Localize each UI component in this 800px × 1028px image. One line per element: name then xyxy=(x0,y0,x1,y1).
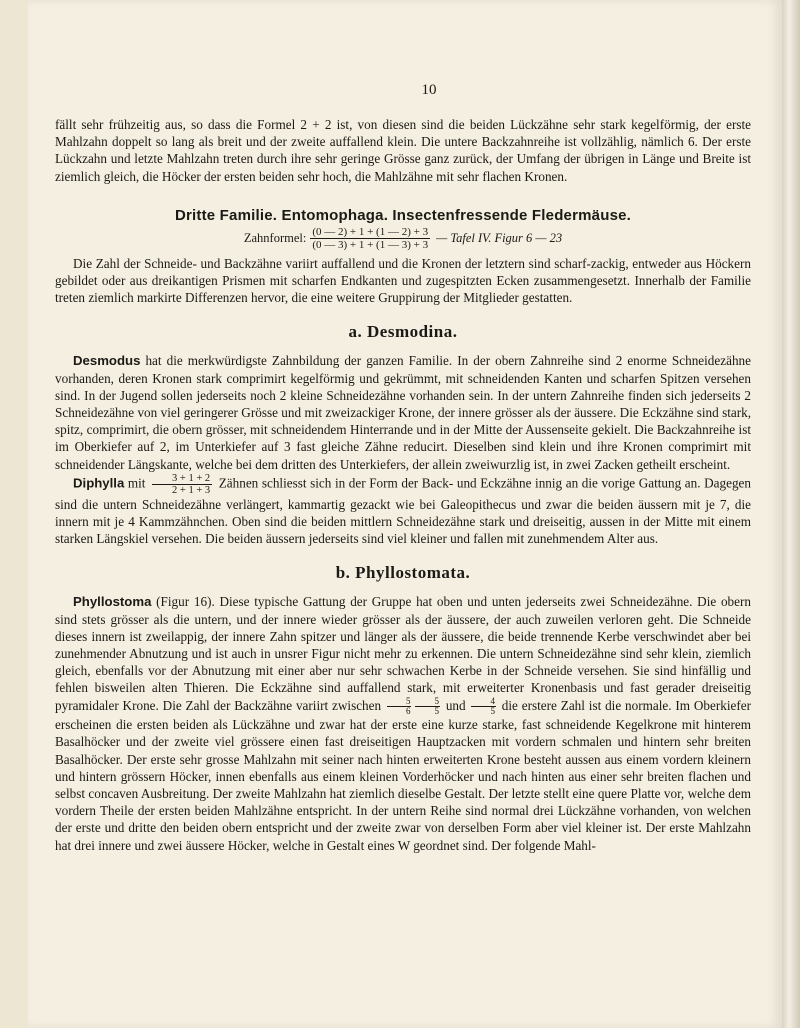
word-und: und xyxy=(441,697,470,713)
section-heading-phyllostomata: b. Phyllostomata. xyxy=(335,563,471,583)
dental-formula xyxy=(55,226,751,251)
page-number: 10 xyxy=(421,82,437,98)
genus-diphylla: Diphylla xyxy=(73,475,125,491)
diphylla-fraction xyxy=(152,473,212,496)
diphylla-mit: mit xyxy=(124,475,150,491)
formula-label: Zahnformel: xyxy=(243,230,307,245)
phyllostoma-paragraph xyxy=(55,593,751,853)
formula-reference: — Tafel IV. Figur 6 — 23 xyxy=(436,230,563,245)
desmodus-paragraph xyxy=(55,352,751,472)
family-paragraph: Die Zahl der Schneide- und Backzähne variirt auffallend und die Kronen der letztern sind scharf-zackig, entweder aus Höckern gebildet oder aus dreikantigen Prismen mit scharfen Endkanten und zugespitzten Ecken zusammengesetzt. Innerhalb der Familie treten ziemlich markirte Differenzen hervor, die eine weitere Gruppirung der Mitglieder gestatten. xyxy=(55,255,751,306)
formula-numerator: (0 — 2) + 1 + (1 — 2) + 3 xyxy=(312,225,429,238)
fraction-5-5-den: 5 xyxy=(434,706,439,717)
diphylla-text: Zähnen schliesst sich in der Form der Back- und Eckzähne innig an die vorige Gattung an. Dagegen sind die untern Schneidezähne verlängert, kammartig gezackt wie bei Galeopithecus und zwar die beiden äussern mit je 7, die innern mit je 4 Kammzähnchen. Oben sind die beiden mittlern Schneidezähne stark und dreiseitig, aussen in der Mitte mit einem starken Längskiel versehen. Die beiden äussern jederseits sind viel kleiner und fallen mit zunehmendem Alter aus. xyxy=(55,475,751,547)
fraction-5-6-num: 5 xyxy=(387,697,412,707)
fraction-4-5 xyxy=(471,697,496,716)
fraction-5-6-den: 6 xyxy=(405,706,411,717)
diphylla-fraction-den: 2 + 1 + 3 xyxy=(172,484,211,496)
section-heading-desmodina: a. Desmodina. xyxy=(348,322,458,342)
intro-paragraph: fällt sehr frühzeitig aus, so dass die Formel 2 + 2 ist, von diesen sind die beiden Lückzähne sehr stark kegelförmig, der erste Mahlzahn doppelt so lang als breit und der zweite auffallend klein. Die untere Backzahnreihe ist vollzählig, nämlich 6. Der erste Lückzahn und letzte Mahlzahn treten durch ihre sehr geringe Grösse ganz zurück, der Umfang der übrigen in Länge und Breite ist ziemlich gleich, die Höcker der ersten beiden sehr hoch, die Mahlzähne mit sehr flachen Kronen. xyxy=(55,117,751,184)
page-edge xyxy=(782,0,800,1028)
phyllostoma-text-2: die erstere Zahl ist die normale. Im Oberkiefer erscheinen die ersten beiden als Lückzähne und zwar hat der erste eine kurze starke, fast schneidende Kegelkrone mit hinterem Basalhöcker und der zweite viel grössere einen fast dreiseitigen Hauptzacken mit vordern schmalen und hintern sehr breiten Basalhöcker. Der erste sehr grosse Mahlzahn mit seiner nach hinten erweiterten Krone besteht aussen aus einem vordern kleinern und hintern grössern Höcker, innen ebenfalls aus einem kleinen Vorderhöcker und nach hinten aus einer sehr breiten flachen und selbst concaven Ausbreitung. Der zweite Mahlzahn hat ziemlich dieselbe Gestalt. Der letzte stellt eine quere Platte vor, welche dem vordern Theile der ersten beiden Mahlzähne entspricht. In der untern Reihe sind normal drei Lückzähne vorhanden, von welchen der erste und dritte den beiden obern entspricht und der zweite zwar von derselben Form aber viel kleiner ist. Der erste Mahlzahn hat drei innere und zwei äussere Höcker, welche in Gestalt eines W geordnet sind. Der folgende Mahl- xyxy=(55,697,752,853)
fraction-5-5 xyxy=(415,697,440,716)
formula-denominator: (0 — 3) + 1 + (1 — 3) + 3 xyxy=(312,238,429,251)
genus-desmodus: Desmodus xyxy=(73,353,141,369)
fraction-4-5-num: 4 xyxy=(471,697,496,707)
desmodus-text: hat die merkwürdigste Zahnbildung der ganzen Familie. In der obern Zahnreihe sind 2 enorme Schneidezähne vorhanden, deren Kronen stark comprimirt kegelförmig und gekrümmt, mit schneidenden Kanten und scharfen Spitzen versehen sind. In der Jugend sollen jederseits noch 2 kleine Schneidezähne vorhanden sein. In der untern Zahnreihe finden sich jederseits 2 Schneidezähne von viel geringerer Grösse und mit zweizackiger Krone, der innere grösser als der äussere. Die Eckzähne sind stark, spitz, comprimirt, die obern grösser, mit schneidendem Hinterrande und in der Mitte der Aussenseite gekielt. Die Backzahnreihe ist im Oberkiefer auf 2, im Unterkiefer auf 3 fast gleiche Zähne reducirt. Dieselben sind klein und ihre Kronen comprimirt mit schneidender Längskante, welche bei dem dritten des Unterkiefers, der allein zweiwurzlig ist, in zwei Zacken getheilt erscheint. xyxy=(55,353,751,472)
fraction-5-6 xyxy=(387,697,412,716)
family-heading: Dritte Familie. Entomophaga. Insectenfressende Fledermäuse. xyxy=(174,206,632,224)
formula-fraction xyxy=(310,226,430,251)
genus-phyllostoma: Phyllostoma xyxy=(73,594,152,610)
fraction-5-5-num: 5 xyxy=(415,697,440,707)
phyllostoma-text-1: (Figur 16). Diese typische Gattung der Gruppe hat oben und unten jederseits zwei Schneidezähne. Die obern sind stets grösser als die untern, und der innere wieder grösser als der äussere, der auch zuweilen verloren geht. Die Schneide dieses innern ist zweilappig, der innere Zahn spitzer und länger als der äussere, die beide trennende Kerbe verschwindet aber bei zunehmender Abnutzung und ist auch in unsrer Figur nicht mehr zu erkennen. Die untern Schneidezähne sind sehr klein, ziemlich gleich, ebenfalls vor der Abnutzung mit einer aber nur sehr schwachen Kerbe in der Schneide versehen. Sie sind hinfällig und fehlen bisweilen alten Thieren. Die Eckzähne sind auffallend stark, mit erweiterter Kronenbasis und fast gerader dreiseitig pyramidaler Krone. Die Zahl der Backzähne variirt zwischen xyxy=(55,594,751,713)
fraction-4-5-den: 5 xyxy=(490,706,495,717)
page-content xyxy=(55,116,751,854)
diphylla-paragraph xyxy=(55,473,751,548)
diphylla-fraction-num: 3 + 1 + 2 xyxy=(152,473,212,485)
